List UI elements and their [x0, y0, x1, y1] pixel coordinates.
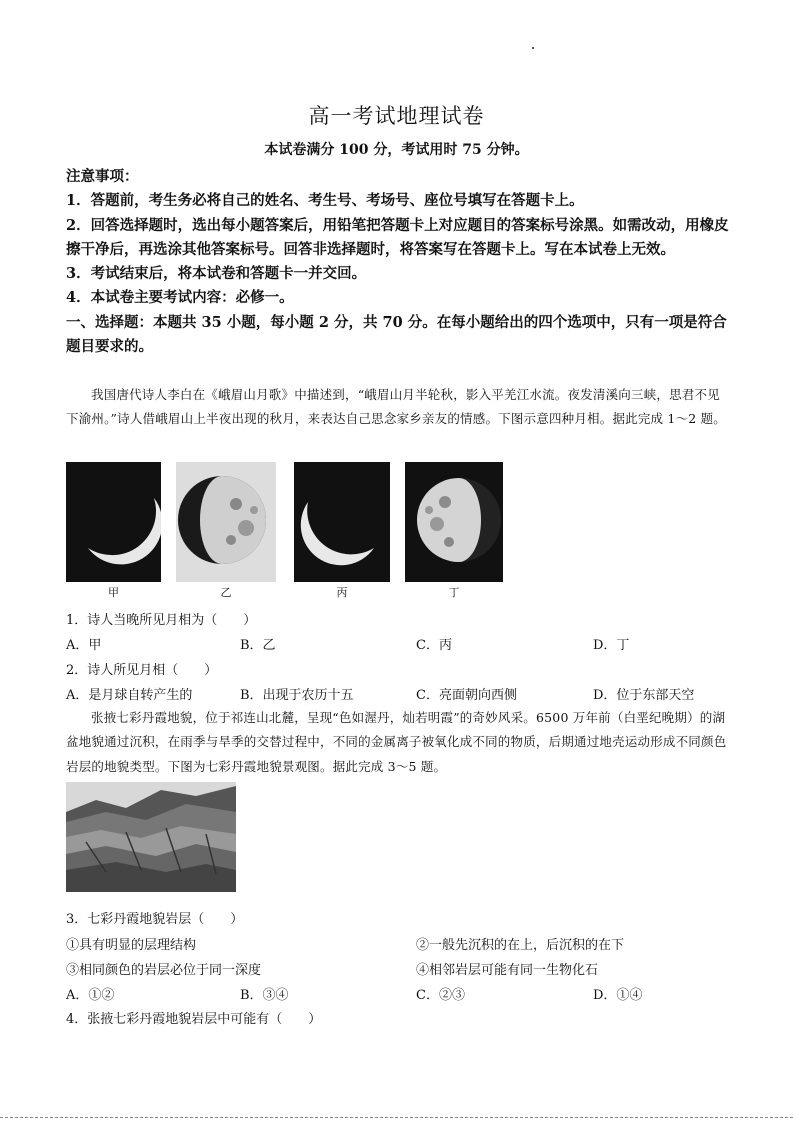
q2-option-c: C．亮面朝向西侧 — [416, 688, 517, 703]
q1-option-c: C．丙 — [416, 638, 452, 653]
scan-speck — [532, 47, 534, 49]
notice-item-3: 3．考试结束后，将本试卷和答题卡一并交回。 — [66, 265, 367, 283]
moon-image-ding — [405, 462, 503, 582]
moon-label-ding: 丁 — [448, 586, 460, 599]
passage-danxia: 张掖七彩丹霞地貌，位于祁连山北麓，呈现“色如渥丹，灿若明霞”的奇妙风采。6500 万年前（白垩纪晚期）的湖盆地貌通过沉积，在雨季与旱季的交替过程中，不同的金属离子被氧化成不同的物质，后期通过地壳运动形成不同颜色岩层的地貌类型。下图为七彩丹霞地貌景观图。据此完成 3～5 题。 — [66, 710, 727, 774]
moon-image-jia — [66, 462, 161, 582]
notice-heading: 注意事项： — [66, 168, 139, 185]
page-bottom-rule — [0, 1117, 793, 1118]
danxia-landscape-image — [66, 782, 236, 892]
question-1-stem: 1．诗人当晚所见月相为（ ） — [66, 613, 257, 628]
q3-option-c: C．②③ — [416, 988, 465, 1003]
q1-option-b: B．乙 — [240, 638, 276, 653]
notice-item-4: 4．本试卷主要考试内容：必修一。 — [66, 289, 294, 307]
q2-option-a: A．是月球自转产生的 — [66, 688, 193, 703]
q3-statement-2: ②一般先沉积的在上，后沉积的在下 — [416, 938, 625, 953]
q3-option-b: B．③④ — [240, 988, 289, 1003]
question-4-stem: 4．张掖七彩丹霞地貌岩层中可能有（ ） — [66, 1012, 322, 1027]
moon-image-bing — [294, 462, 390, 582]
q2-option-b: B．出现于农历十五 — [240, 688, 354, 703]
q3-statement-3: ③相同颜色的岩层必位于同一深度 — [66, 963, 262, 978]
q3-option-a: A．①② — [66, 988, 115, 1003]
q3-option-d: D．①④ — [593, 988, 643, 1003]
moon-image-yi — [176, 462, 276, 582]
q3-statement-1: ①具有明显的层理结构 — [66, 938, 197, 953]
q1-option-d: D．丁 — [593, 638, 630, 653]
moon-label-bing: 丙 — [336, 586, 348, 599]
q2-option-d: D．位于东部天空 — [593, 688, 695, 703]
moon-label-yi: 乙 — [220, 586, 232, 599]
q3-statement-4: ④相邻岩层可能有同一生物化石 — [416, 963, 599, 978]
notice-item-1: 1．答题前，考生务必将自己的姓名、考生号、考场号、座位号填写在答题卡上。 — [66, 192, 584, 210]
exam-info: 本试卷满分 100 分，考试用时 75 分钟。 — [264, 142, 529, 158]
section-heading: 一、选择题：本题共 35 小题，每小题 2 分，共 70 分。在每小题给出的四个选项中，只有一项是符合题目要求的。 — [66, 313, 727, 356]
moon-label-jia: 甲 — [108, 586, 119, 599]
question-3-stem: 3．七彩丹霞地貌岩层（ ） — [66, 912, 244, 927]
q1-option-a: A．甲 — [66, 638, 102, 653]
passage-moon: 我国唐代诗人李白在《峨眉山月歌》中描述到，“峨眉山月半轮秋，影入平羌江水流。夜发清溪向三峡，思君不见下渝州。”诗人借峨眉山上半夜出现的秋月，来表达自己思念家乡亲友的情感。下图示意四种月相。据此完成 1～2 题。 — [66, 387, 726, 427]
notice-item-2: 2．回答选择题时，选出每小题答案后，用铅笔把答题卡上对应题目的答案标号涂黑。如需改动，用橡皮擦干净后，再选涂其他答案标号。回答非选择题时，将答案写在答题卡上。写在本试卷上无效。 — [66, 216, 729, 258]
question-2-stem: 2．诗人所见月相（ ） — [66, 663, 218, 678]
notice-block — [66, 165, 731, 359]
page-title: 高一考试地理试卷 — [308, 104, 485, 128]
